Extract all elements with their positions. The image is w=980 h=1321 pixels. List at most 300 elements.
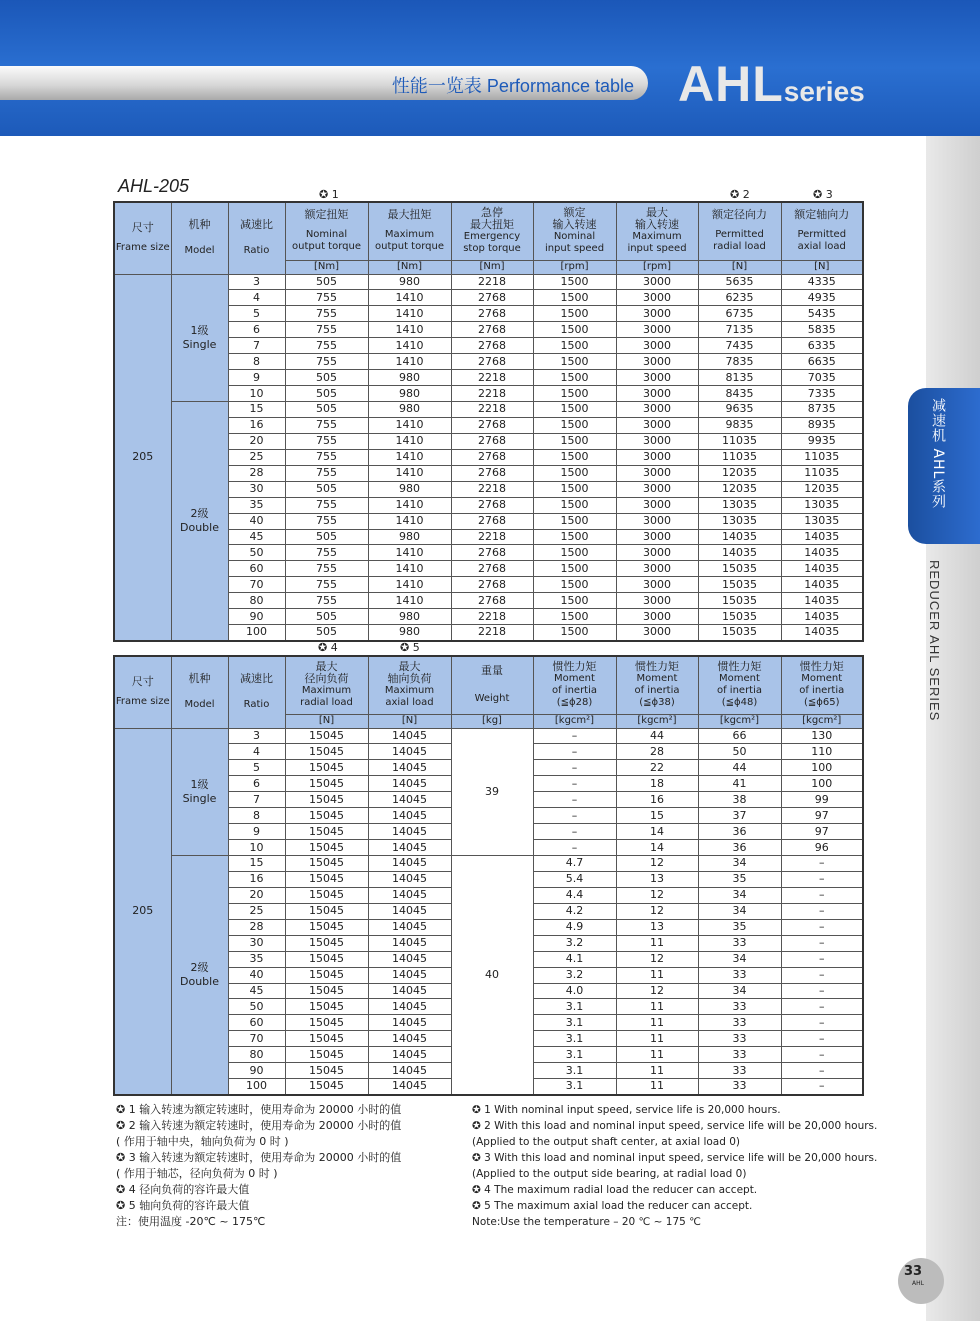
table-cell: 12 bbox=[616, 983, 698, 999]
table-cell: 755 bbox=[285, 465, 368, 481]
table-cell: 3000 bbox=[616, 593, 698, 609]
th2-max-axial: 最大 轴向负荷 Maximum axial load bbox=[368, 656, 451, 714]
weight-single-cell: 39 bbox=[451, 728, 533, 856]
table-cell: 8735 bbox=[781, 402, 863, 418]
table-cell: 15045 bbox=[285, 1079, 368, 1095]
table-cell: 33 bbox=[698, 935, 781, 951]
table-cell: 14045 bbox=[368, 808, 451, 824]
table-cell: 755 bbox=[285, 290, 368, 306]
table-cell: 980 bbox=[368, 402, 451, 418]
table-cell: 4.9 bbox=[533, 919, 616, 935]
table-cell: 755 bbox=[285, 354, 368, 370]
table-cell: 14035 bbox=[698, 545, 781, 561]
table-cell: 1500 bbox=[533, 577, 616, 593]
table-cell: 7035 bbox=[781, 370, 863, 386]
table-cell: 505 bbox=[285, 386, 368, 402]
table-cell: 505 bbox=[285, 529, 368, 545]
table-cell: 4.7 bbox=[533, 856, 616, 872]
table-cell: 12 bbox=[616, 951, 698, 967]
table-cell: 3.1 bbox=[533, 1063, 616, 1079]
th-max-torque: 最大扭矩 Maximum output torque bbox=[368, 202, 451, 260]
table-cell: 14045 bbox=[368, 951, 451, 967]
table-cell: – bbox=[781, 935, 863, 951]
table-cell: 90 bbox=[228, 609, 285, 625]
note-zh-line: ✪ 2 输入转速为额定转速时，使用寿命为 20000 小时的值 bbox=[116, 1119, 402, 1132]
table-cell: 15045 bbox=[285, 935, 368, 951]
table-cell: 13 bbox=[616, 919, 698, 935]
table-cell: 980 bbox=[368, 625, 451, 641]
table-cell: 1410 bbox=[368, 433, 451, 449]
table-cell: – bbox=[781, 1015, 863, 1031]
table-cell: 70 bbox=[228, 1031, 285, 1047]
unit-n-1: [N] bbox=[698, 260, 781, 274]
table-cell: 15045 bbox=[285, 919, 368, 935]
table-cell: 6 bbox=[228, 776, 285, 792]
unit2-kg: [kg] bbox=[451, 714, 533, 728]
table-cell: 980 bbox=[368, 529, 451, 545]
table-cell: – bbox=[781, 1031, 863, 1047]
table-cell: 6 bbox=[228, 322, 285, 338]
table-cell: 15 bbox=[616, 808, 698, 824]
table-cell: 45 bbox=[228, 983, 285, 999]
th-emergency-torque: 急停 最大扭矩 Emergency stop torque bbox=[451, 202, 533, 260]
table-cell: 505 bbox=[285, 274, 368, 290]
table-cell: 5435 bbox=[781, 306, 863, 322]
header-title-bar bbox=[0, 66, 648, 100]
model-double-en: Double bbox=[180, 974, 219, 988]
table-cell: 15045 bbox=[285, 983, 368, 999]
table-cell: 14045 bbox=[368, 935, 451, 951]
weight-double-cell: 40 bbox=[451, 856, 533, 1095]
model-single-en: Single bbox=[182, 337, 217, 351]
side-strip bbox=[926, 136, 980, 1321]
model-double-cell bbox=[171, 856, 228, 1095]
table-cell: 1500 bbox=[533, 290, 616, 306]
table-cell: 14045 bbox=[368, 919, 451, 935]
table-cell: 4.1 bbox=[533, 951, 616, 967]
unit-nm-1: [Nm] bbox=[285, 260, 368, 274]
table-cell: 36 bbox=[698, 840, 781, 856]
table-cell: 33 bbox=[698, 1079, 781, 1095]
table-cell: 12 bbox=[616, 856, 698, 872]
table-cell: 1500 bbox=[533, 561, 616, 577]
table-cell: 5835 bbox=[781, 322, 863, 338]
table-cell: 7 bbox=[228, 792, 285, 808]
th2-ratio: 减速比 Ratio bbox=[228, 656, 285, 728]
performance-table-1 bbox=[113, 201, 864, 642]
table-cell: 3.1 bbox=[533, 1031, 616, 1047]
table-cell: 7335 bbox=[781, 386, 863, 402]
table-cell: 1410 bbox=[368, 354, 451, 370]
th2-inertia-48: 惯性力矩 Moment of inertia (≦ϕ48) bbox=[698, 656, 781, 714]
th-radial-load: 额定径向力 Permitted radial load bbox=[698, 202, 781, 260]
table-cell: 44 bbox=[698, 760, 781, 776]
model-single-cell bbox=[171, 274, 228, 402]
mark-4: ✪ 4 bbox=[318, 641, 338, 654]
note-zh-line: ✪ 4 径向负荷的容许最大值 bbox=[116, 1183, 250, 1196]
table-cell: 14045 bbox=[368, 1015, 451, 1031]
table-cell: 2218 bbox=[451, 386, 533, 402]
table-cell: – bbox=[533, 792, 616, 808]
note-en-line: ✪ 4 The maximum radial load the reducer can accept. bbox=[472, 1184, 758, 1196]
table-cell: 45 bbox=[228, 529, 285, 545]
table-cell: 9635 bbox=[698, 402, 781, 418]
table-cell: 1500 bbox=[533, 545, 616, 561]
table-cell: 15045 bbox=[285, 951, 368, 967]
side-series-text: REDUCER AHL SERIES bbox=[927, 560, 942, 722]
table-cell: 14035 bbox=[781, 545, 863, 561]
table-cell: 33 bbox=[698, 999, 781, 1015]
note-en-line: ✪ 5 The maximum axial load the reducer can accept. bbox=[472, 1200, 753, 1212]
table-cell: 3000 bbox=[616, 338, 698, 354]
performance-table-2 bbox=[113, 655, 864, 1096]
table-cell: 3000 bbox=[616, 625, 698, 641]
table-cell: 1500 bbox=[533, 274, 616, 290]
unit2-n-2: [N] bbox=[368, 714, 451, 728]
table-cell: 1410 bbox=[368, 306, 451, 322]
table-cell: 11 bbox=[616, 935, 698, 951]
table-cell: 15045 bbox=[285, 744, 368, 760]
table-cell: 14045 bbox=[368, 1031, 451, 1047]
table-cell: 3000 bbox=[616, 306, 698, 322]
table-cell: – bbox=[781, 951, 863, 967]
table-cell: 14035 bbox=[781, 609, 863, 625]
unit2-kgcm-4: [kgcm²] bbox=[781, 714, 863, 728]
table-cell: 1500 bbox=[533, 497, 616, 513]
table-cell: 2218 bbox=[451, 625, 533, 641]
th-nominal-torque: 额定扭矩 Nominal output torque bbox=[285, 202, 368, 260]
table-cell: 980 bbox=[368, 386, 451, 402]
table-cell: 980 bbox=[368, 274, 451, 290]
table-cell: 6735 bbox=[698, 306, 781, 322]
table-cell: 15 bbox=[228, 402, 285, 418]
th2-inertia-65: 惯性力矩 Moment of inertia (≦ϕ65) bbox=[781, 656, 863, 714]
table-cell: 70 bbox=[228, 577, 285, 593]
table-cell: 14045 bbox=[368, 871, 451, 887]
table-cell: 12035 bbox=[698, 465, 781, 481]
table-cell: 1500 bbox=[533, 465, 616, 481]
table-cell: 2768 bbox=[451, 497, 533, 513]
table-cell: 13035 bbox=[781, 513, 863, 529]
unit2-kgcm-2: [kgcm²] bbox=[616, 714, 698, 728]
table-cell: 33 bbox=[698, 967, 781, 983]
note-zh-line: ✪ 5 轴向负荷的容许最大值 bbox=[116, 1199, 250, 1212]
table-cell: 3.1 bbox=[533, 999, 616, 1015]
table-cell: 15035 bbox=[698, 593, 781, 609]
table-cell: 3000 bbox=[616, 481, 698, 497]
table-cell: 16 bbox=[228, 417, 285, 433]
mark-5: ✪ 5 bbox=[400, 641, 420, 654]
th-max-speed: 最大 输入转速 Maximum input speed bbox=[616, 202, 698, 260]
table-cell: 6235 bbox=[698, 290, 781, 306]
side-tab-text: 减速机 AHL系列 bbox=[930, 398, 946, 510]
table-cell: – bbox=[781, 856, 863, 872]
table-cell: 99 bbox=[781, 792, 863, 808]
table-cell: 14045 bbox=[368, 903, 451, 919]
table-cell: 5.4 bbox=[533, 871, 616, 887]
table-cell: 2218 bbox=[451, 274, 533, 290]
table-cell: 130 bbox=[781, 728, 863, 744]
table-cell: 15035 bbox=[698, 561, 781, 577]
table-cell: 15045 bbox=[285, 776, 368, 792]
table-cell: 15035 bbox=[698, 577, 781, 593]
table-cell: – bbox=[533, 824, 616, 840]
table-cell: 1500 bbox=[533, 481, 616, 497]
table-cell: 14045 bbox=[368, 1047, 451, 1063]
table-cell: 755 bbox=[285, 561, 368, 577]
table-cell: 33 bbox=[698, 1015, 781, 1031]
table-cell: 980 bbox=[368, 370, 451, 386]
table-cell: 1410 bbox=[368, 593, 451, 609]
table-cell: 13035 bbox=[698, 513, 781, 529]
table-cell: 14 bbox=[616, 824, 698, 840]
table-cell: 34 bbox=[698, 951, 781, 967]
table-cell: 505 bbox=[285, 625, 368, 641]
table-cell: 5 bbox=[228, 306, 285, 322]
table-cell: 3000 bbox=[616, 402, 698, 418]
table-cell: – bbox=[533, 808, 616, 824]
table-cell: 2218 bbox=[451, 370, 533, 386]
table-cell: 15045 bbox=[285, 999, 368, 1015]
table-cell: 15045 bbox=[285, 967, 368, 983]
table-cell: 755 bbox=[285, 306, 368, 322]
table-cell: 7435 bbox=[698, 338, 781, 354]
table-cell: 25 bbox=[228, 903, 285, 919]
table-cell: 15045 bbox=[285, 1063, 368, 1079]
table-cell: 1500 bbox=[533, 322, 616, 338]
model-single-en: Single bbox=[182, 791, 217, 805]
table-cell: – bbox=[533, 760, 616, 776]
table-cell: 3 bbox=[228, 728, 285, 744]
table-cell: 30 bbox=[228, 935, 285, 951]
table-cell: 2768 bbox=[451, 545, 533, 561]
table-cell: 8 bbox=[228, 808, 285, 824]
table-cell: 980 bbox=[368, 609, 451, 625]
table-cell: 1410 bbox=[368, 449, 451, 465]
table-cell: 14045 bbox=[368, 728, 451, 744]
table-cell: 1500 bbox=[533, 417, 616, 433]
th2-weight: 重量 Weight bbox=[451, 656, 533, 714]
table-cell: 1500 bbox=[533, 386, 616, 402]
table-cell: 9835 bbox=[698, 417, 781, 433]
table-cell: 2768 bbox=[451, 577, 533, 593]
table-cell: 3000 bbox=[616, 290, 698, 306]
table-cell: 3000 bbox=[616, 513, 698, 529]
table-cell: 1410 bbox=[368, 497, 451, 513]
table-cell: 34 bbox=[698, 856, 781, 872]
note-zh-line: ✪ 3 输入转速为额定转速时，使用寿命为 20000 小时的值 bbox=[116, 1151, 402, 1164]
table-cell: 14045 bbox=[368, 760, 451, 776]
table-cell: 8 bbox=[228, 354, 285, 370]
header-title: 性能一览表 Performance table bbox=[391, 76, 634, 96]
table-cell: 80 bbox=[228, 1047, 285, 1063]
table-cell: – bbox=[781, 919, 863, 935]
table-cell: 16 bbox=[616, 792, 698, 808]
table-cell: 1410 bbox=[368, 561, 451, 577]
unit2-kgcm-3: [kgcm²] bbox=[698, 714, 781, 728]
unit-rpm-1: [rpm] bbox=[533, 260, 616, 274]
table-cell: 8435 bbox=[698, 386, 781, 402]
model-double-en: Double bbox=[180, 520, 219, 534]
table-cell: 14035 bbox=[781, 561, 863, 577]
table-cell: 1500 bbox=[533, 449, 616, 465]
table-cell: 96 bbox=[781, 840, 863, 856]
table-cell: 14045 bbox=[368, 776, 451, 792]
table-cell: – bbox=[533, 744, 616, 760]
table-cell: 80 bbox=[228, 593, 285, 609]
table-cell: 2768 bbox=[451, 593, 533, 609]
table-cell: 3000 bbox=[616, 609, 698, 625]
model-single-zh: 1级 bbox=[190, 323, 209, 337]
table-cell: – bbox=[781, 1063, 863, 1079]
table-cell: 3.1 bbox=[533, 1079, 616, 1095]
table-cell: 15045 bbox=[285, 1047, 368, 1063]
table-cell: 1500 bbox=[533, 609, 616, 625]
table-cell: 755 bbox=[285, 593, 368, 609]
table-cell: 16 bbox=[228, 871, 285, 887]
th-model: 机种 Model bbox=[171, 202, 228, 274]
table-cell: 100 bbox=[228, 625, 285, 641]
table-cell: 3000 bbox=[616, 449, 698, 465]
note-en-line: ✪ 1 With nominal input speed, service life is 20,000 hours. bbox=[472, 1104, 781, 1116]
table-cell: 2218 bbox=[451, 529, 533, 545]
table-cell: 15045 bbox=[285, 887, 368, 903]
th-axial-load: 额定轴向力 Permitted axial load bbox=[781, 202, 863, 260]
table-cell: 12035 bbox=[698, 481, 781, 497]
brand-small: series bbox=[783, 76, 865, 107]
table-cell: 2768 bbox=[451, 354, 533, 370]
table-cell: 33 bbox=[698, 1047, 781, 1063]
table-cell: 2218 bbox=[451, 402, 533, 418]
th-ratio: 减速比 Ratio bbox=[228, 202, 285, 274]
table-cell: – bbox=[781, 903, 863, 919]
note-zh-line: ✪ 1 输入转速为额定转速时，使用寿命为 20000 小时的值 bbox=[116, 1103, 402, 1116]
table-cell: 4.0 bbox=[533, 983, 616, 999]
table-cell: 4.4 bbox=[533, 887, 616, 903]
side-tab bbox=[908, 388, 980, 544]
table-cell: 18 bbox=[616, 776, 698, 792]
table-cell: 97 bbox=[781, 824, 863, 840]
table-cell: 1410 bbox=[368, 322, 451, 338]
table-cell: 38 bbox=[698, 792, 781, 808]
model-double-cell bbox=[171, 402, 228, 641]
table-cell: 3000 bbox=[616, 561, 698, 577]
th-frame: 尺寸 Frame size bbox=[114, 202, 171, 274]
table-cell: 6635 bbox=[781, 354, 863, 370]
table-cell: 2768 bbox=[451, 513, 533, 529]
table-cell: 1410 bbox=[368, 417, 451, 433]
table-cell: 15045 bbox=[285, 871, 368, 887]
table-cell: 15045 bbox=[285, 903, 368, 919]
table-cell: 5 bbox=[228, 760, 285, 776]
table-cell: 66 bbox=[698, 728, 781, 744]
table-cell: 2218 bbox=[451, 609, 533, 625]
unit2-kgcm-1: [kgcm²] bbox=[533, 714, 616, 728]
table-cell: 2768 bbox=[451, 561, 533, 577]
table-cell: 3.1 bbox=[533, 1047, 616, 1063]
table-cell: 9 bbox=[228, 370, 285, 386]
table-cell: 20 bbox=[228, 433, 285, 449]
table-cell: – bbox=[781, 983, 863, 999]
table-cell: 505 bbox=[285, 609, 368, 625]
table-cell: 755 bbox=[285, 338, 368, 354]
table-cell: 34 bbox=[698, 887, 781, 903]
table-cell: 15045 bbox=[285, 728, 368, 744]
table-cell: 755 bbox=[285, 433, 368, 449]
table-cell: 28 bbox=[616, 744, 698, 760]
table-cell: 33 bbox=[698, 1031, 781, 1047]
table-cell: 505 bbox=[285, 402, 368, 418]
table-cell: 3000 bbox=[616, 529, 698, 545]
table-cell: 11 bbox=[616, 1063, 698, 1079]
table-cell: 90 bbox=[228, 1063, 285, 1079]
table-cell: 100 bbox=[228, 1079, 285, 1095]
table-cell: – bbox=[781, 967, 863, 983]
table-cell: 1500 bbox=[533, 513, 616, 529]
table-cell: 980 bbox=[368, 481, 451, 497]
table-cell: 14045 bbox=[368, 1063, 451, 1079]
table-cell: – bbox=[781, 999, 863, 1015]
table-cell: 97 bbox=[781, 808, 863, 824]
th2-inertia-38: 惯性力矩 Moment of inertia (≦ϕ38) bbox=[616, 656, 698, 714]
table-cell: 15035 bbox=[698, 609, 781, 625]
table-cell: 4.2 bbox=[533, 903, 616, 919]
table-cell: 11035 bbox=[781, 449, 863, 465]
page-number-badge bbox=[898, 1258, 944, 1304]
table-cell: 100 bbox=[781, 760, 863, 776]
unit-nm-2: [Nm] bbox=[368, 260, 451, 274]
table-cell: 3000 bbox=[616, 433, 698, 449]
table-cell: 505 bbox=[285, 370, 368, 386]
table-cell: 11 bbox=[616, 999, 698, 1015]
table-cell: 7 bbox=[228, 338, 285, 354]
table-cell: – bbox=[781, 1047, 863, 1063]
table-cell: 36 bbox=[698, 824, 781, 840]
table-cell: 2768 bbox=[451, 322, 533, 338]
table-cell: 35 bbox=[698, 871, 781, 887]
table-cell: 7835 bbox=[698, 354, 781, 370]
th2-max-radial: 最大 径向负荷 Maximum radial load bbox=[285, 656, 368, 714]
unit-rpm-2: [rpm] bbox=[616, 260, 698, 274]
note-en-line: Note:Use the temperature – 20 ℃ ~ 175 ℃ bbox=[472, 1216, 701, 1228]
table-cell: 12035 bbox=[781, 481, 863, 497]
table-cell: 14045 bbox=[368, 792, 451, 808]
table-cell: 1500 bbox=[533, 402, 616, 418]
note-zh-line: 注：使用温度 -20℃ ~ 175℃ bbox=[116, 1215, 266, 1228]
unit-n-2: [N] bbox=[781, 260, 863, 274]
model-double-zh: 2级 bbox=[190, 960, 209, 974]
table-cell: 37 bbox=[698, 808, 781, 824]
table-cell: 14045 bbox=[368, 840, 451, 856]
table-cell: 14045 bbox=[368, 999, 451, 1015]
table-cell: 14045 bbox=[368, 967, 451, 983]
frame-size-cell: 205 bbox=[114, 274, 171, 641]
table-cell: 755 bbox=[285, 513, 368, 529]
table-cell: 35 bbox=[228, 497, 285, 513]
table-cell: 3.2 bbox=[533, 935, 616, 951]
table-cell: 10 bbox=[228, 386, 285, 402]
table-cell: 40 bbox=[228, 513, 285, 529]
table-cell: 1500 bbox=[533, 370, 616, 386]
table-cell: 15 bbox=[228, 856, 285, 872]
table-cell: 15045 bbox=[285, 1031, 368, 1047]
note-en-line: (Applied to the output shaft center, at axial load 0) bbox=[472, 1136, 741, 1148]
table-cell: 11 bbox=[616, 1031, 698, 1047]
mark-3: ✪ 3 bbox=[813, 188, 833, 201]
table-cell: 34 bbox=[698, 903, 781, 919]
table-cell: 1500 bbox=[533, 529, 616, 545]
table-cell: 13 bbox=[616, 871, 698, 887]
